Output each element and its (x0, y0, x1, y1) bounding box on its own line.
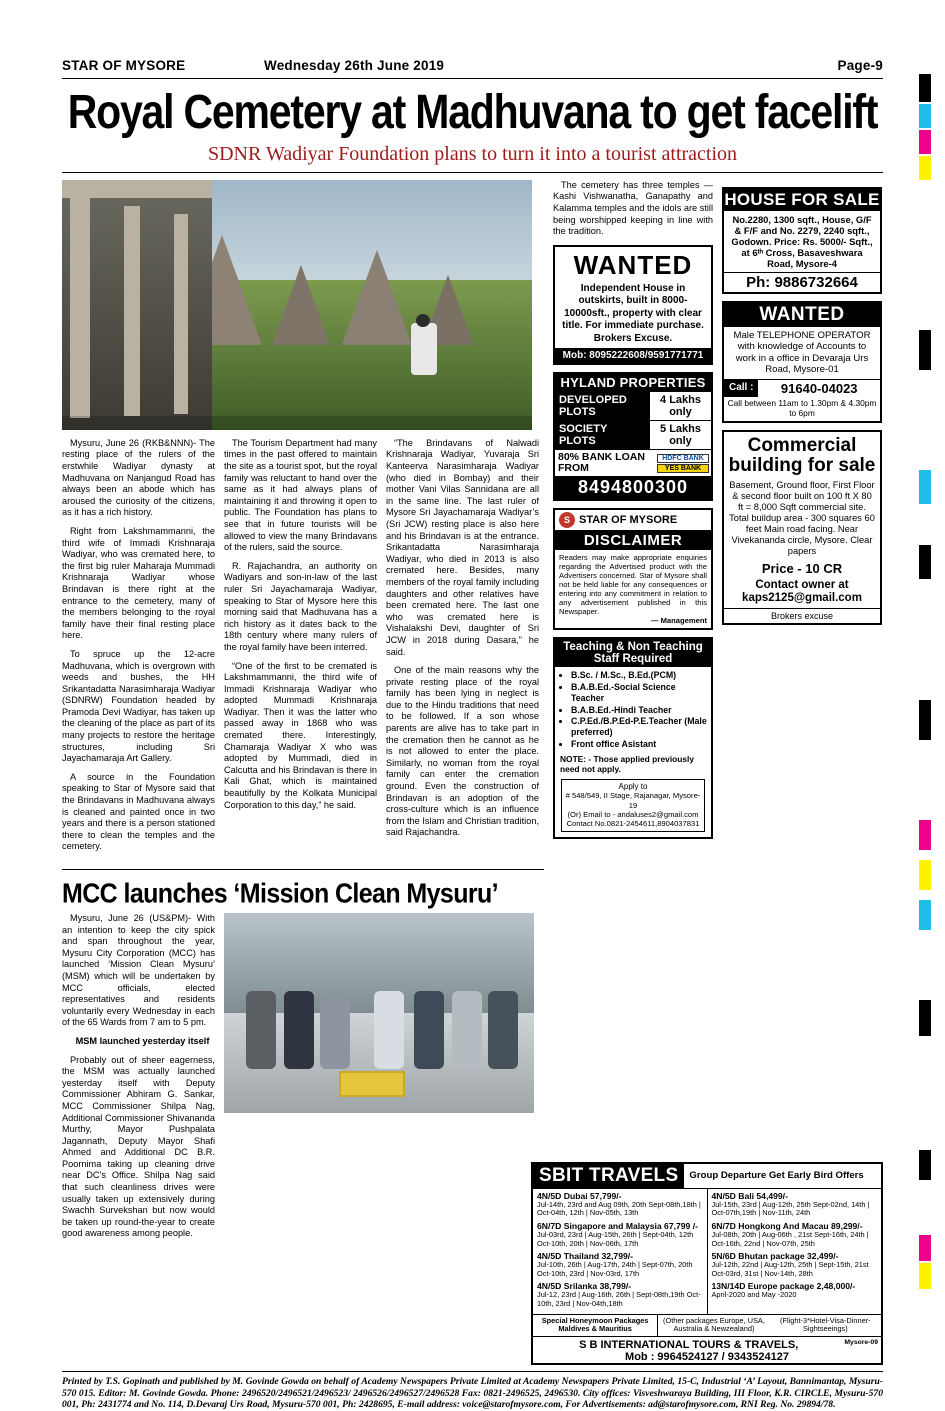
ad-disclaimer (553, 508, 713, 630)
paragraph: To spruce up the 12-acre Madhuvana, which is overgrown with weeds and bushes, the HH Srikantadatta Narasimharaja Wadiyar (SDNRW) Foundation headed by Pramoda Devi Wadiyar, has taken up the cleaning of the place as part of its many projects to restore the heritage structures, including Sri Jayachamaraja Art Gallery. (62, 648, 215, 764)
ad-hyland-loan-label: 80% BANK LOAN FROM (558, 451, 645, 475)
ad-wanted2-call-number[interactable]: 91640-04023 (780, 380, 858, 396)
ad-sbit-other-packages: (Other packages Europe, USA, Australia & Newzealand) (663, 1315, 765, 1334)
article1-columns (62, 438, 544, 860)
ad-sbit-name: SBIT TRAVELS (533, 1164, 684, 1188)
package-item (712, 1251, 878, 1278)
article2-divider (62, 869, 544, 870)
ad-wanted2-call-label: Call : (724, 380, 758, 397)
ad-commercial-contact[interactable]: Contact owner at kaps2125@gmail.com (742, 578, 862, 604)
package-dates: Jul-03rd, 23rd | Aug-15th, 26th | Sept-04th, 12th Oct-10th, 20th | Nov-06th, 17th (537, 1230, 694, 1248)
article2-col1 (62, 913, 215, 1247)
ad-sbit-tagline: Group Departure Get Early Bird Offers (689, 1170, 864, 1182)
ad-disclaimer-title: DISCLAIMER (555, 531, 711, 550)
ad-disclaimer-body (555, 550, 711, 628)
ad-commercial-body: Basement, Ground floor, First Floor & second floor built on 100 ft X 80 ft = 8,000 Sqft commercial site. Total buildup area - 300 squares 60 feet Main road facing. Near Vivekananda circle, Mysore. Clear papers (729, 479, 875, 556)
cemetery-photo (62, 180, 532, 430)
package-dates: Jul-08th, 20th | Aug-06th , 21st Sept-16th, 24th | Oct-16th, 22nd | Nov-07th, 25th (711, 1230, 869, 1248)
list-item: • B.A.B.Ed.-Social Science Teacher (571, 682, 711, 705)
ad-sbit-header (533, 1164, 881, 1189)
paragraph: One of the main reasons why the private resting place of the royal family has been lying in neglect is due to the Hindu traditions that need to be followed. If a son whose parents are alive has to take part in the cremation then he cannot as he is not allowed to enter the place. Similarly, no woman from the royal family can enter the cremation ground. Even the construction of Brindavan is an adoption of the cross-culture which is an influence from the Islam and Christian tradition, said Rajachandra. (386, 665, 539, 838)
package-title: 6N/7D Singapore and Malaysia 67,799 /- (537, 1221, 698, 1231)
article1-col2 (224, 438, 377, 860)
ad-hyland-title: HYLAND PROPERTIES (555, 374, 711, 391)
masthead (62, 58, 883, 78)
package-title: 4N/5D Dubai 57,799/- (537, 1190, 622, 1201)
package-item (712, 1191, 878, 1218)
ad-hyland-row-label: SOCIETY PLOTS (555, 421, 649, 449)
masthead-divider (62, 78, 883, 79)
article1-col4 (553, 180, 713, 238)
ad-hyland-row (555, 420, 711, 449)
ad-sbit-left-column (533, 1189, 707, 1314)
article2-title: MCC launches ‘Mission Clean Mysuru’ (62, 878, 499, 910)
package-item (537, 1281, 703, 1308)
ad-sbit-inclusions: (Flight-3*Hotel-Visa-Dinner-Sightseeings) (780, 1315, 871, 1334)
ad-commercial-price: Price - 10 CR (761, 560, 843, 576)
article1-col1 (62, 438, 215, 860)
ad-teaching-address: # 548/549, II Stage, Rajanagar, Mysore-19 (565, 791, 701, 810)
paragraph: “One of the first to be cremated is Lakshmammanni, the third wife of Immadi Krishnaraja Wadiyar who adopted Mummadi Krishnaraja Wadiyar. Then it was the latter who passed away in 1868 who was cremated there. Interestingly, Chamaraja Wadiyar X who was adopted by Mummadi, died in Calcutta and his Brindavan is there in Kali Ghat, which is maintained beautifully by the Kolkata Municipal Corporation to this day,” he said. (224, 660, 377, 810)
package-item (712, 1281, 878, 1300)
paragraph: The cemetery has three temples — Kashi Vishwanatha, Ganapathy and Kalamma temples and the idols are still being worshipped keeping in line with the tradition. (553, 179, 713, 237)
package-title: 4N/5D Bali 54,499/- (711, 1190, 788, 1201)
ad-sbit-honeymoon: Special Honeymoon Packages Maldives & Mauritius (533, 1315, 658, 1336)
left-block (62, 180, 544, 1239)
paragraph: “The Brindavans of Nalwadi Krishnaraja Wadiyar, Yuvaraja Sri Kanteerva Narasimharaja Wadiyar (who died in Bombay) and their mother Vani Vilas Sannidana are all in the same line. The last ruler of Mysore Sri Jayachamaraja Wadiyar’s (Sri JCW) resting place is also here and his Brindavan is at the entrance. Srikantadatta Narasimharaja Wadiyar, who died in 2013 is also cremated here. Besides, many members of the royal family including daughters and other relatives have been cremated here. The last one who was cremated here is Vishalakshi Devi, daughter of Sri JCW in 2018 during Dasara,” he said. (386, 437, 539, 657)
package-item (712, 1221, 878, 1248)
package-item (537, 1221, 703, 1248)
ad-teaching-staff[interactable] (553, 637, 713, 838)
ad-hyland-row-value: 5 Lakhs only (649, 421, 711, 449)
paragraph: A source in the Foundation speaking to Star of Mysore said that the Brindavans in Madhuvana always is cleaned and painted once in two years and there is a person stationed there to clean the temples and the cemetery. (62, 771, 215, 852)
article1-col3 (386, 438, 539, 860)
page-title: Royal Cemetery at Madhuvana to get facelift (67, 84, 878, 139)
ad-house-title: HOUSE FOR SALE (724, 189, 880, 209)
ad-hyland-row (555, 391, 711, 420)
paragraph: Mysuru, June 26 (US&PM)- With an intention to keep the city spick and span throughout the year, Mysuru City Corporation (MCC) has launched ‘Mission Clean Mysuru’ (MSM) which will be undertaken by MCC officials, elected representatives and residents voluntarily every Wednesday in each of the 65 Wards from 7 am to 5 pm. (62, 913, 215, 1028)
ad-wanted-house[interactable] (553, 245, 713, 366)
package-title: 5N/6D Bhutan package 32,499/- (711, 1251, 839, 1262)
ad-wanted2-body: Male TELEPHONE OPERATOR with knowledge of Accounts to work in a office in Devaraja Urs Road, Mysore-01 (733, 329, 871, 376)
hdfc-bank-logo: HDFC BANK (657, 454, 709, 463)
ad-commercial-building[interactable] (722, 430, 882, 625)
ad-teaching-list (555, 670, 711, 750)
ad-wanted2-title: WANTED (724, 303, 880, 327)
ad-teaching-title: Teaching & Non Teaching Staff Required (555, 639, 711, 667)
masthead-page-number: Page-9 (837, 58, 883, 73)
ad-house-phone[interactable]: Ph: 9886732664 (724, 272, 880, 292)
cleaning-drive-photo (224, 913, 534, 1113)
ad-sbit-mobile[interactable]: Mob : 9964524127 / 9343524127 (625, 1350, 789, 1363)
list-item: • B.A.B.Ed.-Hindi Teacher (571, 705, 711, 716)
package-title: 13N/14D Europe package 2,48,000/- (711, 1281, 856, 1292)
ad-teaching-email[interactable]: (Or) Email to - andaluses2@gmail.com (567, 809, 699, 819)
ad-disclaimer-brand: STAR OF MYSORE (579, 514, 678, 527)
ad-hyland-bank-logos (655, 453, 711, 474)
article2-photo-block (224, 913, 534, 1247)
package-item (537, 1191, 703, 1218)
package-title: 4N/5D Srilanka 38,799/- (537, 1281, 632, 1292)
ad-house-body: No.2280, 1300 sqft., House, G/F & F/F and No. 2279, 2240 sqft., Godown. Price: Rs. 5000/- Sqft., at 6ᵗʰ Cross, Basaveshwara Road, Mysore-4 (731, 213, 873, 269)
package-title: 4N/5D Thailand 32,799/- (537, 1251, 633, 1262)
imprint-footer: Printed by T.S. Gopinath and published by M. Govinde Gowda on behalf of Academy Newspapers Private Limited at Academy Newspapers Private Limited, 15-C, Industrial ‘A’ Layout, Bannimantap, Mysuru-570 015. Editor: M. Govinde Gowda. Phone: 2496520/2496521/2496523/ 2496526/2496527/2496528 Fax: 0821-2496525, 2496530. City offices: Visveshwaraya Building, III Floor, K.R. CIRCLE, Mysuru-570 001, Ph: 2431774 and No. 114, D.Devaraj Urs Road, Mysuru-570 001, Ph: 2428695, E-mail address: voice@starofmysore.com, For Advertisements: ad@starofmysore.com, RNI Reg. No. 29894/78. (62, 1375, 883, 1411)
paragraph: R. Rajachandra, an authority on Wadiyars and son-in-law of the last ruler Sri Jayachamaraja Wadiyar, speaking to Star of Mysore here this morning said that Madhuvana has a rich history as it dates back to the 18th century where many rulers of the royal family have been interred. (224, 560, 377, 652)
ad-disclaimer-text: Readers may make appropriate enquiries regarding the Advertised product with the Advertisers concerned. Star of Mysore shall not be held liable for any consequences or entering into any commitment in relation to any advertisement published in this Newspaper. (559, 553, 707, 617)
ad-wanted2-timing: Call between 11am to 1.30pm & 4.30pm to 6pm (727, 397, 877, 418)
page-subtitle: SDNR Wadiyar Foundation plans to turn it into a tourist attraction (207, 142, 738, 165)
ad-disclaimer-header (555, 510, 711, 531)
ad-hyland-row-label: DEVELOPED PLOTS (555, 392, 649, 420)
paragraph: Right from Lakshmammanni, the third wife of Immadi Krishnaraja Wadiyar, who was cremated here, to the first big ruler Maharaja Mummadi Krishnaraja Wadiyar whose Brindavan is there right at the entrance to the cemetery, many of the members belonging to the royal family have their final resting place here. (62, 525, 215, 641)
ad-sbit-packages (533, 1189, 881, 1314)
ad-sbit-company: S B INTERNATIONAL TOURS & TRAVELS, (579, 1338, 799, 1351)
ad-sbit-company-block (533, 1336, 881, 1363)
ad-sbit-travels[interactable] (531, 1162, 883, 1365)
ad-wanted-mobile[interactable]: Mob: 8095222608/9591771771 (555, 348, 711, 363)
package-dates: Jul-12, 23rd | Aug-16th, 26th | Sept-08th,19th Oct-10th, 23rd | Nov-04th,18th (537, 1290, 701, 1308)
ad-commercial-title: Commercial building for sale (728, 434, 876, 476)
ad-disclaimer-sign: — Management (650, 616, 707, 626)
color-registration-bar (919, 0, 931, 1337)
ad-hyland-loan (555, 449, 711, 476)
paragraph: Probably out of sheer eagerness, the MSM was actually launched yesterday itself with Deputy Commissioner Abhiram G. Sankar, MCC Commissioner Shilpa Nag, Additional Commissioner Shivananda Murthy, Mayor Pushpalata Jagannath, Deputy Mayor Shafi Ahmed and Additional DC B.R. Poornima taking up cleaning drive near DC’s Office. Shilpa Nag said that such cleanliness drives were usually taken up extensively during Swachh Survekshan but now would be taken up round-the-year to create good awareness among people. (62, 1054, 215, 1239)
ad-house-for-sale[interactable] (722, 187, 882, 294)
package-title: 6N/7D Hongkong And Macau 89,299/- (711, 1221, 863, 1231)
ad-hyland-row-value: 4 Lakhs only (649, 392, 711, 420)
masthead-date: Wednesday 26th June 2019 (264, 58, 445, 73)
list-item: • Front office Asistant (571, 739, 711, 750)
ad-wanted2-call-bar (724, 379, 880, 397)
article2-columns (62, 913, 544, 1247)
ad-sbit-city: Mysore-09 (844, 1338, 878, 1346)
ad-teaching-note: NOTE: - Those applied previously need not apply. (560, 754, 695, 775)
ad-teaching-apply-box (561, 779, 705, 832)
ad-column-right (722, 180, 882, 1160)
ad-wanted-title: WANTED (573, 249, 693, 280)
package-item (537, 1251, 703, 1278)
ad-sbit-footer (533, 1314, 881, 1336)
ad-teaching-contact[interactable]: Contact No.0821-2454611,8904037831 (566, 819, 700, 829)
ad-wanted-operator[interactable] (722, 301, 882, 423)
ad-wanted-body: Independent House in outskirts, built in 8000-10000sft., property with clear title. For immediate purchase. Brokers Excuse. (562, 282, 704, 344)
ad-hyland-phone[interactable]: 8494800300 (555, 476, 711, 499)
ad-column-middle (553, 180, 713, 1160)
package-dates: Jul-12th, 22nd | Aug-12th, 25th | Sept-15th, 21st Oct-03rd, 31st | Nov-14th, 28th (711, 1260, 869, 1278)
yes-bank-logo: YES BANK (657, 464, 709, 473)
package-dates: Jul-14th, 23rd and Aug 09th, 20th Sept-08th,18th | Oct-04th, 12th | Nov-05th, 13th (537, 1199, 701, 1218)
headline-divider (62, 172, 883, 173)
ad-hyland-properties[interactable] (553, 372, 713, 501)
paragraph: Mysuru, June 26 (RKB&NNN)- The resting place of the rulers of the erstwhile Wadiyar dynasty at Madhuvana on Nanjangud Road has always been an abode which has aroused the curiosity of the citizens, as it has a rich history. (62, 437, 215, 518)
package-dates: Jul-10th, 26th | Aug-17th, 24th | Sept-07th, 20th Oct-10th, 23rd | Nov-03rd, 17th (537, 1260, 693, 1278)
package-dates: Jul-15th, 23rd | Aug-12th, 25th Sept-02nd, 14th | Oct-07th,19th | Nov-11th, 24th (711, 1199, 870, 1218)
list-item: • B.Sc. / M.Sc., B.Ed.(PCM) (571, 670, 711, 681)
package-dates: April-2020 and May -2020 (711, 1290, 797, 1300)
paragraph: The Tourism Department had many times in the past offered to maintain the site as a tourist spot, but the royal family was reluctant to hand over the same as it had always plans of maintaining it and throwing it open to public. The Foundation has plans to see that in future tourists will be allowed to view the many Brindavans of the rulers, said the source. (224, 437, 377, 553)
ad-commercial-brokers: Brokers excuse (724, 608, 880, 623)
article2-subhead: MSM launched yesterday itself (75, 1035, 210, 1046)
ad-sbit-right-column (707, 1189, 882, 1314)
star-of-mysore-logo-icon: S (559, 512, 575, 528)
ad-teaching-apply-label: Apply to (618, 782, 648, 792)
list-item: • C.P.Ed./B.P.Ed-P.E.Teacher (Male preferred) (571, 716, 711, 739)
masthead-paper-name: STAR OF MYSORE (62, 58, 186, 73)
